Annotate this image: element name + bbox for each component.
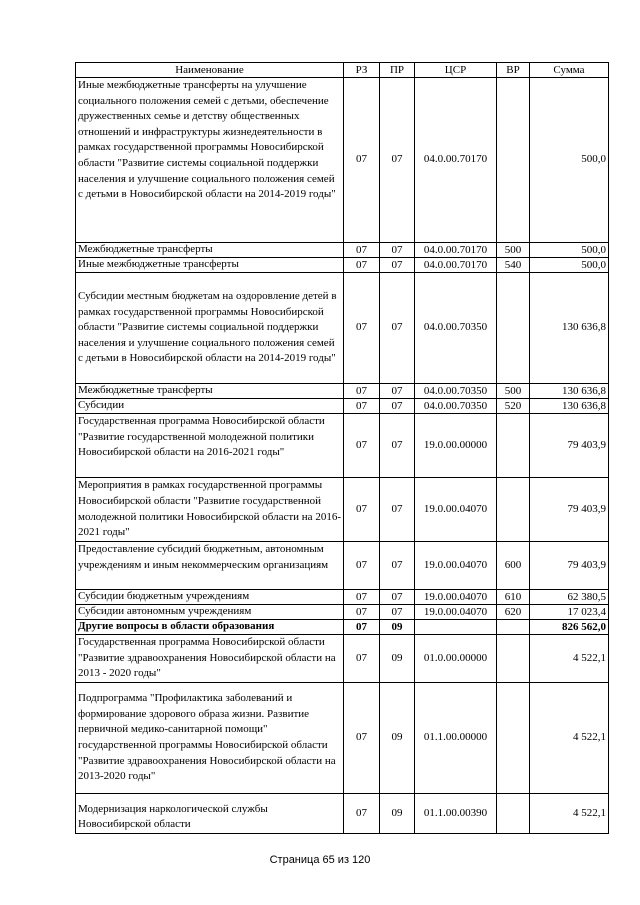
row-pr: 07 [380,243,415,258]
header-pr: ПР [380,63,415,78]
row-name: Иные межбюджетные трансферты на улучшение социального положения семей с детьми, обеспечение дружественных семье и детству общественных отношений и инфраструктуры жизнедеятельности в рамках государственной программы Новосибирской области "Развитие системы социальной поддержки населения и улучшение социального положения семей с детьми в Новосибирской области на 2014-2019 годы" [76,78,344,243]
row-name: Иные межбюджетные трансферты [76,258,344,273]
row-name: Предоставление субсидий бюджетным, автономным учреждениям и иным некоммерческим организациям [76,542,344,590]
row-vr [497,794,530,834]
table-row-section [76,620,609,635]
row-rz: 07 [344,794,380,834]
budget-table [75,62,609,834]
table-row [76,78,609,243]
row-name: Другие вопросы в области образования [76,620,344,635]
row-csr: 04.0.00.70170 [415,78,497,243]
row-name: Государственная программа Новосибирской области "Развитие здравоохранения Новосибирской области на 2013 - 2020 годы" [76,635,344,683]
row-rz: 07 [344,243,380,258]
row-rz: 07 [344,399,380,414]
row-rz: 07 [344,605,380,620]
row-name: Модернизация наркологической службы Новосибирской области [76,794,344,834]
table-row [76,794,609,834]
row-pr: 07 [380,478,415,542]
row-sum: 130 636,8 [530,399,609,414]
row-pr: 07 [380,78,415,243]
row-name: Субсидии автономным учреждениям [76,605,344,620]
header-name: Наименование [76,63,344,78]
row-vr: 500 [497,384,530,399]
row-rz: 07 [344,78,380,243]
row-csr: 01.1.00.00000 [415,683,497,794]
row-csr: 04.0.00.70350 [415,399,497,414]
table-row [76,605,609,620]
table-row [76,384,609,399]
row-csr: 04.0.00.70350 [415,384,497,399]
table-row [76,478,609,542]
row-sum: 4 522,1 [530,635,609,683]
row-rz: 07 [344,384,380,399]
row-vr: 620 [497,605,530,620]
row-csr: 04.0.00.70170 [415,243,497,258]
row-sum: 500,0 [530,243,609,258]
row-vr: 520 [497,399,530,414]
row-rz: 07 [344,542,380,590]
row-vr [497,635,530,683]
row-vr [497,273,530,384]
table-row [76,683,609,794]
row-vr [497,620,530,635]
row-vr [497,478,530,542]
row-pr: 07 [380,542,415,590]
row-pr: 09 [380,620,415,635]
row-pr: 07 [380,605,415,620]
row-vr: 500 [497,243,530,258]
row-csr: 19.0.00.04070 [415,605,497,620]
row-sum: 130 636,8 [530,273,609,384]
row-rz: 07 [344,258,380,273]
row-name: Субсидии [76,399,344,414]
row-vr [497,414,530,478]
table-row [76,590,609,605]
header-rz: РЗ [344,63,380,78]
row-sum: 826 562,0 [530,620,609,635]
row-pr: 07 [380,414,415,478]
table-row [76,243,609,258]
row-sum: 79 403,9 [530,414,609,478]
row-rz: 07 [344,620,380,635]
row-name: Подпрограмма "Профилактика заболеваний и формирование здорового образа жизни. Развитие первичной медико-санитарной помощи" государственной программы Новосибирской области "Развитие здравоохранения Новосибирской области на 2013-2020 годы" [76,683,344,794]
row-csr: 04.0.00.70170 [415,258,497,273]
row-csr: 19.0.00.04070 [415,478,497,542]
row-name: Субсидии бюджетным учреждениям [76,590,344,605]
row-sum: 130 636,8 [530,384,609,399]
table-row [76,399,609,414]
row-pr: 07 [380,590,415,605]
row-csr: 04.0.00.70350 [415,273,497,384]
table-row [76,414,609,478]
row-vr: 610 [497,590,530,605]
row-sum: 4 522,1 [530,794,609,834]
row-sum: 17 023,4 [530,605,609,620]
table-row [76,635,609,683]
row-csr: 19.0.00.04070 [415,542,497,590]
row-sum: 4 522,1 [530,683,609,794]
table-row [76,273,609,384]
row-sum: 62 380,5 [530,590,609,605]
row-sum: 500,0 [530,258,609,273]
row-csr: 19.0.00.00000 [415,414,497,478]
row-name: Субсидии местным бюджетам на оздоровление детей в рамках государственной программы Новосибирской области "Развитие системы социальной поддержки населения и улучшение социального положения семей с детьми в Новосибирской области на 2014-2019 годы" [76,273,344,384]
row-pr: 07 [380,384,415,399]
row-csr [415,620,497,635]
row-rz: 07 [344,273,380,384]
row-pr: 09 [380,683,415,794]
row-rz: 07 [344,683,380,794]
page-number: Страница 65 из 120 [269,854,371,866]
row-vr: 540 [497,258,530,273]
row-vr: 600 [497,542,530,590]
row-pr: 09 [380,794,415,834]
row-csr: 01.0.00.00000 [415,635,497,683]
row-pr: 07 [380,399,415,414]
table-header-row [76,63,609,78]
row-sum: 500,0 [530,78,609,243]
row-sum: 79 403,9 [530,542,609,590]
row-pr: 07 [380,258,415,273]
header-csr: ЦСР [415,63,497,78]
row-pr: 09 [380,635,415,683]
row-vr [497,683,530,794]
table-row [76,542,609,590]
table-row [76,258,609,273]
row-rz: 07 [344,590,380,605]
row-rz: 07 [344,635,380,683]
row-name: Межбюджетные трансферты [76,243,344,258]
header-vr: ВР [497,63,530,78]
row-sum: 79 403,9 [530,478,609,542]
row-csr: 19.0.00.04070 [415,590,497,605]
row-rz: 07 [344,414,380,478]
row-vr [497,78,530,243]
row-name: Мероприятия в рамках государственной программы Новосибирской области "Развитие государственной молодежной политики Новосибирской области на 2016-2021 годы" [76,478,344,542]
row-name: Межбюджетные трансферты [76,384,344,399]
row-csr: 01.1.00.00390 [415,794,497,834]
header-sum: Сумма [530,63,609,78]
row-rz: 07 [344,478,380,542]
row-name: Государственная программа Новосибирской области "Развитие государственной молодежной политики Новосибирской области на 2016-2021 годы" [76,414,344,478]
row-pr: 07 [380,273,415,384]
